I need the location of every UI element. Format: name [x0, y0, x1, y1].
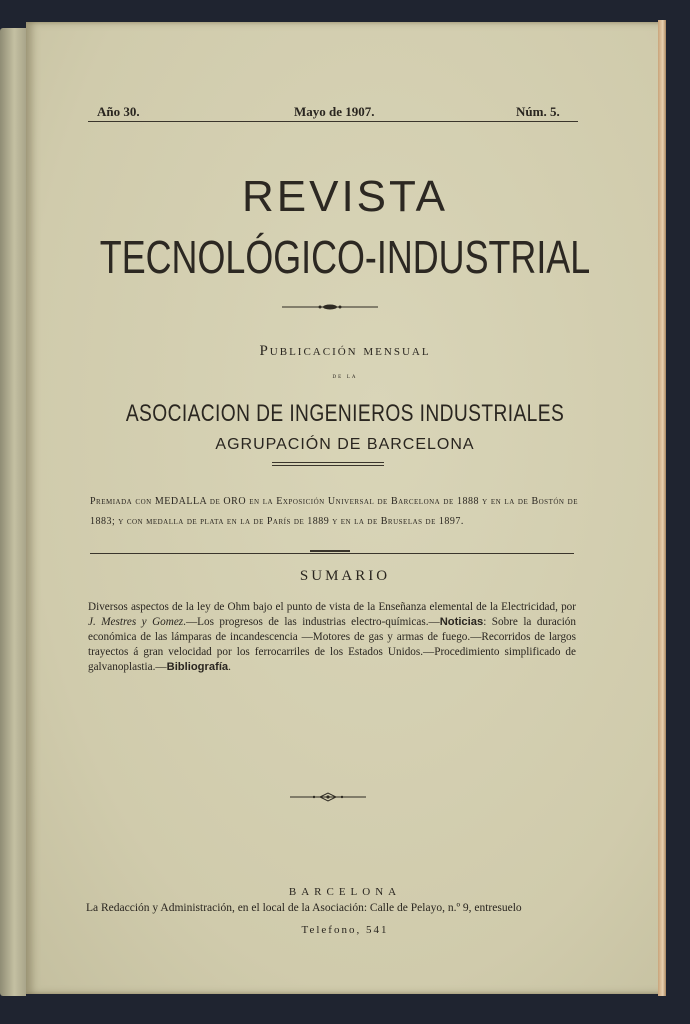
summary-heading: SUMARIO	[299, 568, 391, 584]
summary-part-1: Diversos aspectos de la ley de Ohm bajo el punto de vista de la Enseñanza elemental de la Electricidad, por	[88, 601, 576, 613]
title-ornament	[280, 302, 380, 312]
awards-rule-accent	[310, 550, 350, 552]
association-name: ASOCIACION DE INGENIEROS INDUSTRIALES	[125, 400, 565, 427]
summary-notes-label: Noticias	[439, 616, 484, 628]
publication-of-the: de la	[332, 372, 358, 380]
footer-city: BARCELONA	[288, 886, 402, 898]
association-group: AGRUPACIÓN DE BARCELONA	[215, 436, 475, 453]
summary-ornament	[288, 791, 368, 803]
summary-bibliography-label: Bibliografía	[166, 661, 229, 673]
summary-text	[88, 600, 576, 675]
footer-address: La Redacción y Administración, en el local de la Asociación: Calle de Pelayo, n.º 9, entresuelo	[86, 902, 522, 914]
issue-date: Mayo de 1907.	[294, 104, 375, 119]
summary-author: J. Mestres y Gomez	[88, 616, 184, 628]
book-binding-edge	[0, 28, 26, 996]
summary-part-2: .—Los progresos de las industrias electro-químicas.—	[183, 616, 440, 628]
awards-rule	[90, 553, 574, 554]
title-line-1: REVISTA	[241, 172, 448, 221]
summary-part-3: : Sobre la duración económica de las lámparas de incandescencia —Motores de gas y armas de fuego.—Recorridos de largos trayectos á gran velocidad por los ferrocarriles de los Estados Unidos.—Procedimiento simplificado de galvanoplastia.—	[88, 616, 576, 673]
awards-text: Premiada con MEDALLA de ORO en la Exposición Universal de Barcelona de 1888 y en la de Bostón de 1883; y con medalla de plata en la de París de 1889 y en la de Bruselas de 1897.	[90, 496, 578, 527]
header-rule	[88, 121, 578, 122]
issue-number: Núm. 5.	[516, 104, 560, 119]
group-rule-bottom	[272, 465, 384, 466]
summary-end: .	[228, 661, 231, 673]
publication-type: Publicación mensual	[259, 343, 431, 359]
issue-year: Año 30.	[97, 104, 140, 119]
footer-phone: Telefono, 541	[301, 924, 389, 936]
page-fore-edge	[658, 20, 666, 996]
group-rule-top	[272, 462, 384, 463]
title-line-2: TECNOLÓGICO-INDUSTRIAL	[99, 231, 591, 283]
